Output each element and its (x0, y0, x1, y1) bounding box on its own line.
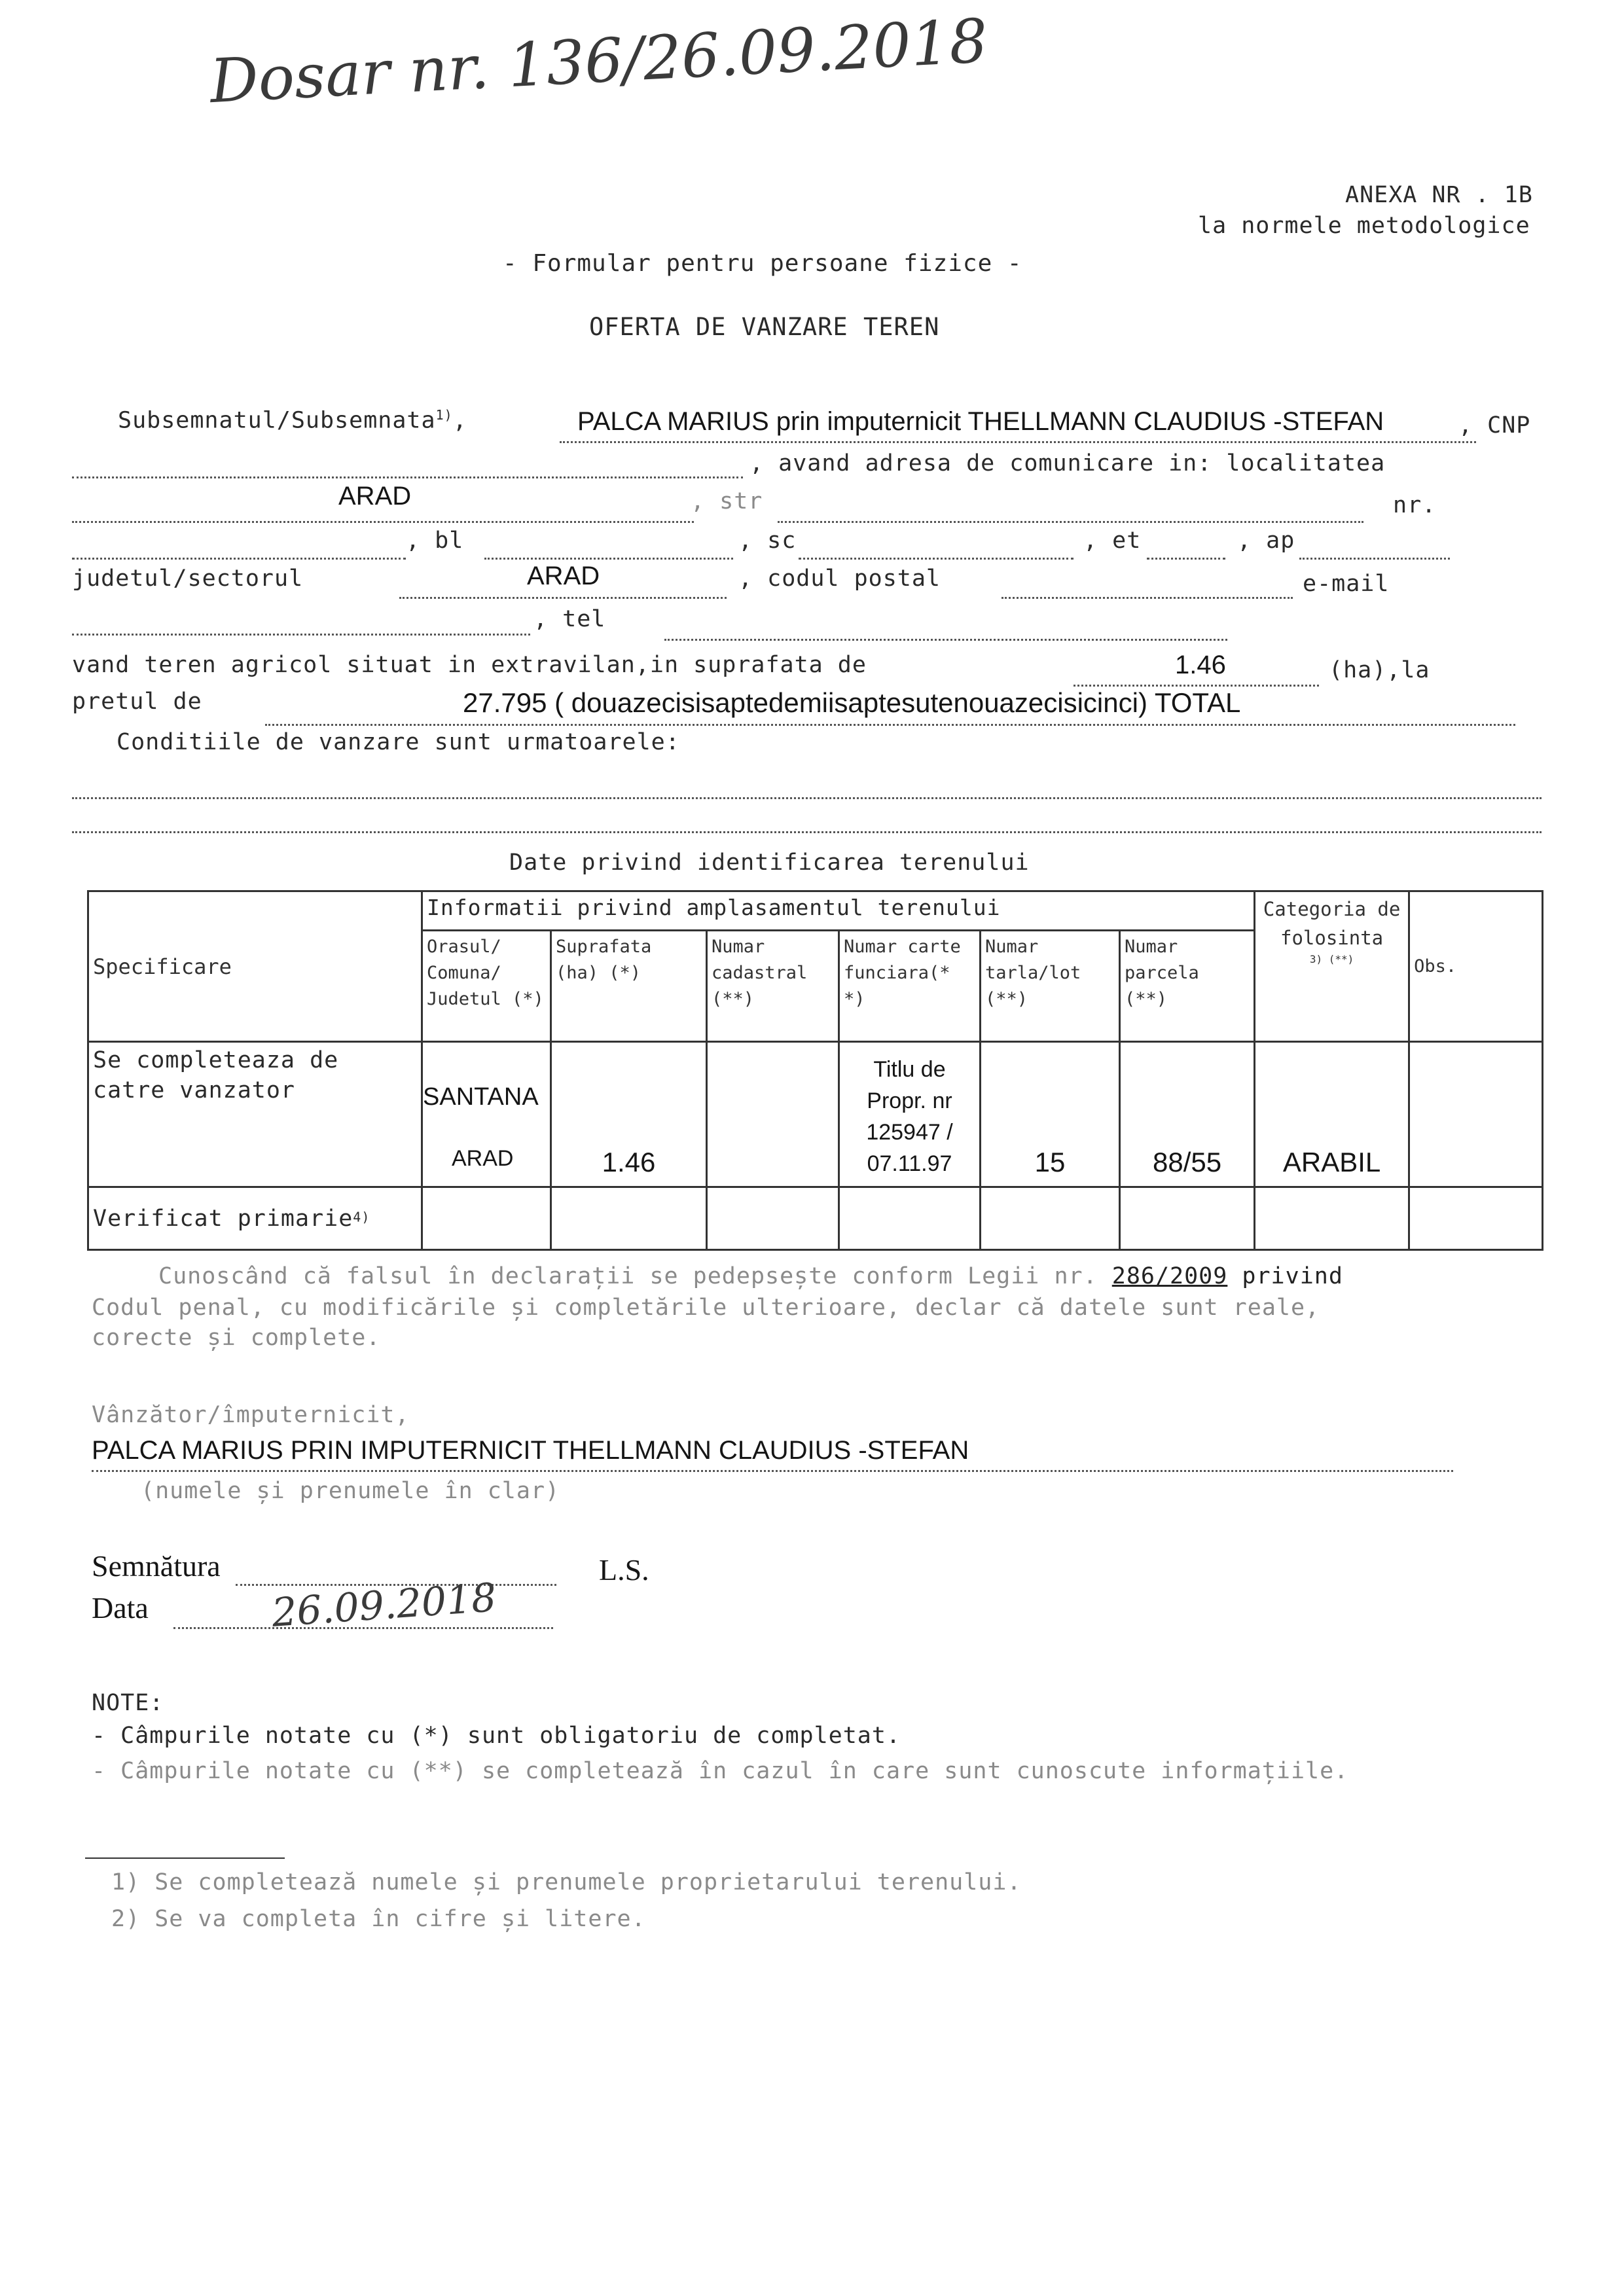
declaration-line-2: Codul penal, cu modificările și completările ulterioare, declar că datele sunt reale, (92, 1295, 1320, 1321)
col-city-header: Orasul/ Comuna/ Judetul (*) (422, 931, 551, 1042)
obs-header: Obs. (1409, 891, 1543, 1042)
cell-city: SANTANA ARAD (422, 1042, 551, 1187)
location-group-header: Informatii privind amplasamentul terenului (422, 891, 1255, 931)
postal-code-line (1001, 597, 1293, 599)
price-label: pretul de (72, 689, 202, 715)
ap-line (1299, 558, 1450, 560)
cell-plot: 15 (981, 1042, 1120, 1187)
bl-line (484, 558, 733, 560)
signatory-name: PALCA MARIUS PRIN IMPUTERNICIT THELLMANN CLAUDIUS -STEFAN (92, 1436, 969, 1465)
footnote-separator (85, 1857, 285, 1859)
street-label: , str (691, 488, 763, 514)
category-header: Categoria de folosinta 3) (**) (1255, 891, 1409, 1042)
col-land-book-header: Numar carte funciara(* *) (839, 931, 981, 1042)
nr-label: nr. (1393, 492, 1437, 518)
sc-line (799, 558, 1074, 560)
annex-number: ANEXA NR . 1B (1345, 182, 1533, 208)
footnote-2: 2) Se va completa în cifre și litere. (111, 1906, 646, 1932)
tel-label: , tel (533, 606, 606, 632)
land-area-line (1074, 685, 1319, 687)
row-town-hall-label: Verificat primarie$^{4)}$ (88, 1187, 422, 1250)
town-hall-parcel (1120, 1187, 1255, 1250)
cell-area: 1.46 (551, 1042, 707, 1187)
judet-value: ARAD (527, 562, 600, 590)
date-label: Data (92, 1591, 149, 1624)
col-parcel-header: Numar parcela (**) (1120, 931, 1255, 1042)
price-line (265, 724, 1515, 726)
cell-obs (1409, 1042, 1543, 1187)
cell-parcel: 88/55 (1120, 1042, 1255, 1187)
ap-label: , ap (1237, 528, 1295, 554)
note-item-1: - Câmpurile notate cu (*) sunt obligatoriu de completat. (92, 1723, 901, 1749)
table-title: Date privind identificarea terenului (509, 850, 1030, 876)
land-area-label: vand teren agricol situat in extravilan,in suprafata de (72, 652, 867, 678)
address-label: , avand adresa de comunicare in: localitatea (749, 450, 1386, 476)
email-line (72, 634, 530, 636)
specificare-header: Specificare (88, 891, 422, 1042)
declaration-line-3: corecte și complete. (92, 1325, 381, 1351)
notes-title: NOTE: (92, 1690, 164, 1716)
cnp-line (72, 476, 743, 478)
row-seller-label: Se completeaza de catre vanzator (88, 1042, 422, 1187)
town-hall-land-book (839, 1187, 981, 1250)
localitate-line (72, 521, 694, 523)
cnp-label: , CNP (1458, 412, 1531, 439)
note-item-2: - Câmpurile notate cu (**) se completează în cazul în care sunt cunoscute informațiile. (92, 1758, 1349, 1784)
col-area-header: Suprafata (ha) (*) (551, 931, 707, 1042)
town-hall-cadastral (707, 1187, 839, 1250)
bl-label: , bl (406, 528, 464, 554)
cell-land-book: Titlu de Propr. nr 125947 / 07.11.97 (839, 1042, 981, 1187)
footnote-1: 1) Se completează numele și prenumele proprietarului terenului. (111, 1869, 1022, 1895)
street-line (778, 521, 1363, 523)
declarant-name: PALCA MARIUS prin imputernicit THELLMANN CLAUDIUS -STEFAN (577, 407, 1384, 436)
town-hall-obs (1409, 1187, 1543, 1250)
conditions-line-2 (72, 831, 1542, 833)
cell-cadastral (707, 1042, 839, 1187)
annex-subtitle: la normele metodologice (1198, 213, 1530, 239)
town-hall-plot (981, 1187, 1120, 1250)
nr-line (72, 558, 406, 560)
cell-category: ARABIL (1255, 1042, 1409, 1187)
conditions-line-1 (72, 797, 1542, 799)
town-hall-city (422, 1187, 551, 1250)
land-identification-table (87, 890, 1543, 1251)
ha-label: (ha),la (1329, 657, 1430, 683)
declarant-name-line (560, 441, 1476, 443)
price-value: 27.795 ( douazecisisaptedemiisaptesutenouazecisicinci) TOTAL (463, 687, 1241, 718)
land-area-value: 1.46 (1175, 651, 1226, 679)
col-cadastral-header: Numar cadastral (**) (707, 931, 839, 1042)
signatory-name-line (92, 1470, 1453, 1472)
localitate-value: ARAD (338, 482, 412, 511)
signature-label: Semnătura (92, 1549, 221, 1583)
date-value: 26.09.2018 (270, 1575, 498, 1636)
signatory-hint: (numele și prenumele în clar) (141, 1478, 560, 1504)
town-hall-area (551, 1187, 707, 1250)
form-title: OFERTA DE VANZARE TEREN (589, 313, 940, 341)
judet-label: judetul/sectorul (72, 565, 304, 592)
seal-label: L.S. (599, 1553, 649, 1587)
form-subtitle: - Formular pentru persoane fizice - (503, 250, 1022, 277)
town-hall-category (1255, 1187, 1409, 1250)
email-label: e-mail (1303, 571, 1390, 597)
et-label: , et (1083, 528, 1142, 554)
signatory-label: Vânzător/împuternicit, (92, 1402, 410, 1428)
tel-line (664, 639, 1227, 641)
declaration-line-1: Cunoscând că falsul în declarații se pedepsește conform Legii nr. 286/2009 privind (158, 1263, 1343, 1289)
handwritten-file-number: Dosar nr. 136/26.09.2018 (208, 5, 990, 117)
col-plot-header: Numar tarla/lot (**) (981, 931, 1120, 1042)
sc-label: , sc (738, 528, 797, 554)
conditions-label: Conditiile de vanzare sunt urmatoarele: (117, 729, 680, 755)
et-line (1147, 558, 1225, 560)
declarant-label: Subsemnatul/Subsemnata$^{1)}$, (118, 407, 467, 434)
postal-code-label: , codul postal (738, 565, 941, 592)
judet-line (399, 597, 727, 599)
